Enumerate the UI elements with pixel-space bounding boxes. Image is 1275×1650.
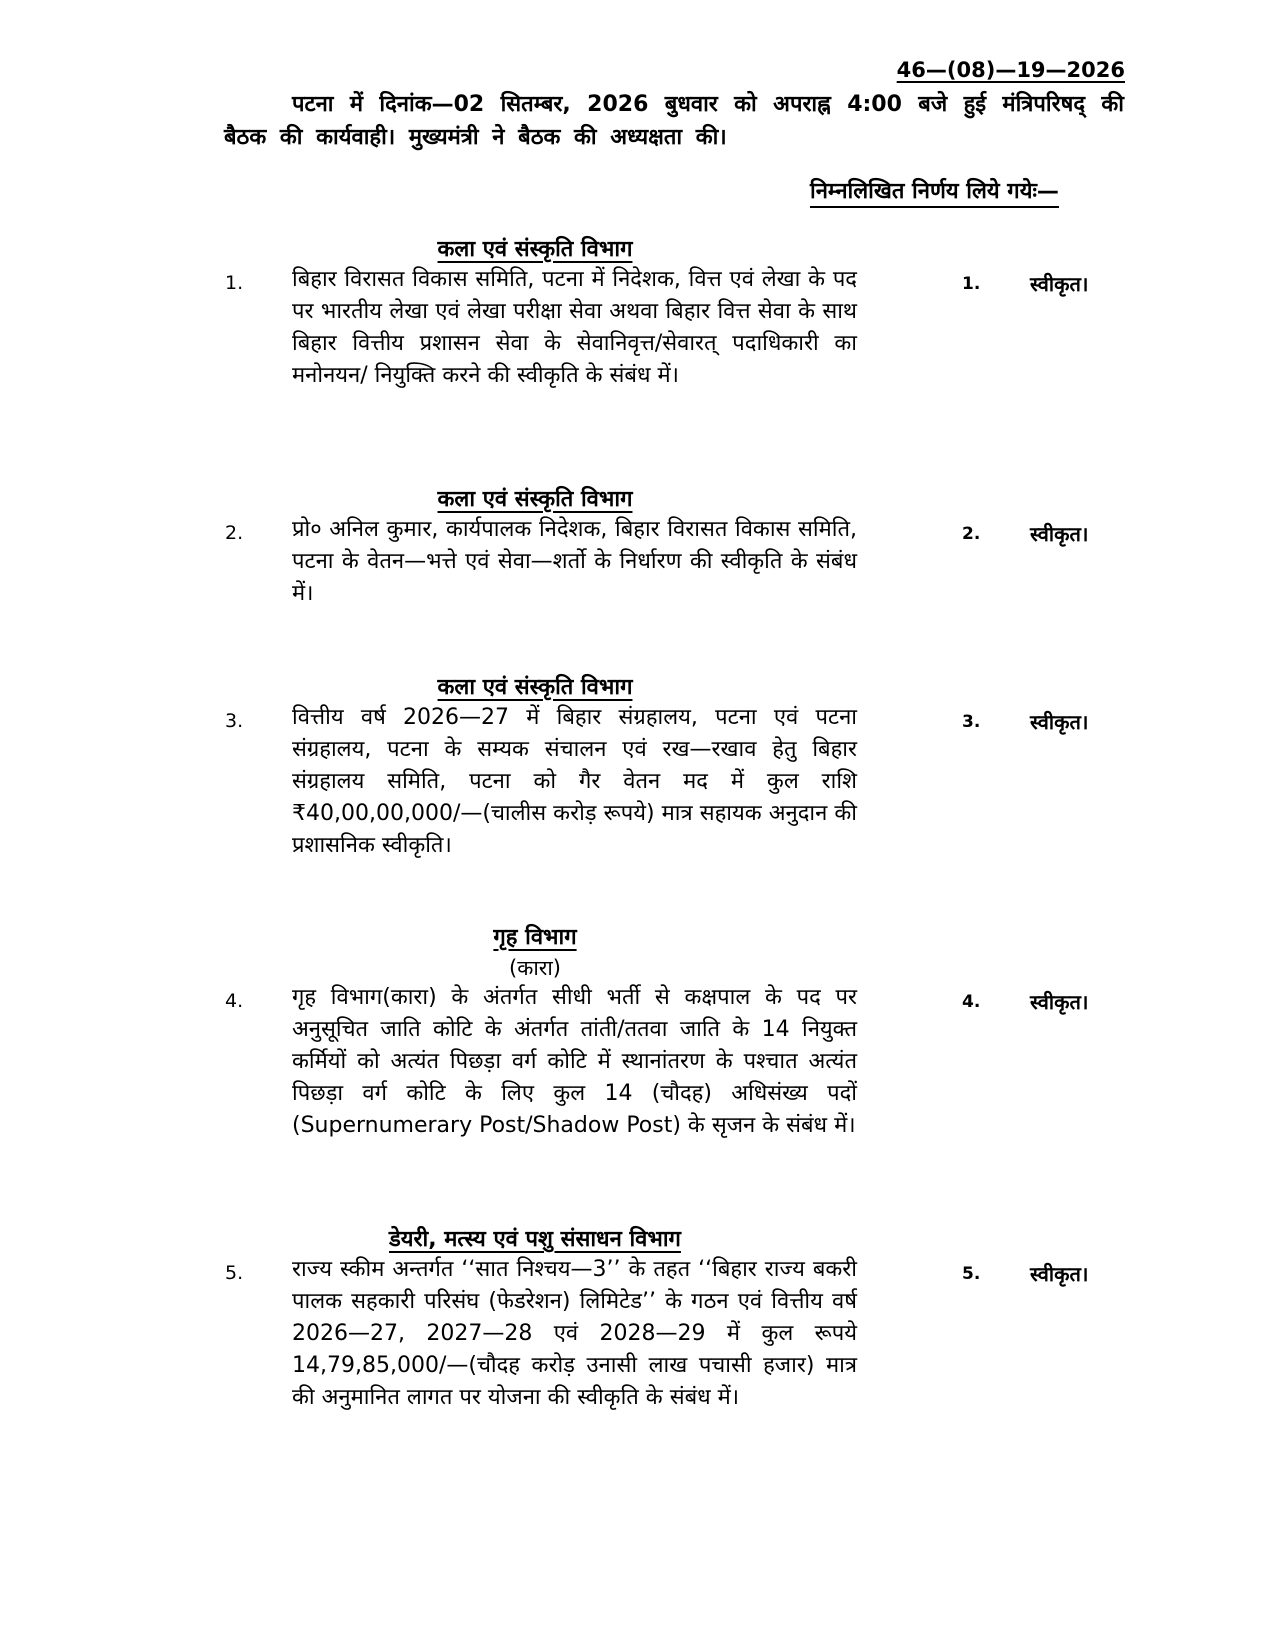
item-4-subdepartment: (कारा) bbox=[509, 956, 561, 980]
item-4-status-number: 4. bbox=[962, 992, 981, 1012]
item-2-department: कला एवं संस्कृति विभाग bbox=[437, 487, 633, 512]
item-3-status: स्वीकृत। bbox=[1030, 710, 1089, 734]
item-4-department: गृह विभाग bbox=[493, 925, 577, 950]
item-2-status: स्वीकृत। bbox=[1030, 522, 1089, 546]
item-3-number: 3. bbox=[225, 710, 244, 732]
item-2-status-number: 2. bbox=[962, 524, 981, 544]
item-3-text: वित्तीय वर्ष 2026—27 में बिहार संग्रहालय, पटना एवं पटना संग्रहालय, पटना के सम्यक संचालन एवं रख—रखाव हेतु बिहार संग्रहालय समिति, पटना को गैर वेतन मद में कुल राशि ₹40,00,00,000/—(चालीस करोड़ रूपये) मात्र सहायक अनुदान की प्रशासनिक स्वीकृति। bbox=[292, 705, 857, 858]
item-5-department: डेयरी, मत्स्य एवं पशु संसाधन विभाग bbox=[389, 1227, 681, 1252]
item-2-text: प्रो० अनिल कुमार, कार्यपालक निदेशक, बिहार विरासत विकास समिति, पटना के वेतन—भत्ते एवं सेवा—शर्तो के निर्धारण की स्वीकृति के संबंध में। bbox=[292, 517, 857, 606]
item-5-status: स्वीकृत। bbox=[1030, 1262, 1089, 1286]
item-4-text: गृह विभाग(कारा) के अंतर्गत सीधी भर्ती से कक्षपाल के पद पर अनुसूचित जाति कोटि के अंतर्गत तांती/ततवा जाति के 14 नियुक्त कर्मियों को अत्यंत पिछड़ा वर्ग कोटि में स्थानांतरण के पश्चात अत्यंत पिछड़ा वर्ग कोटि के लिए कुल 14 (चौदह) अधिसंख्य पदों (Supernumerary Post/Shadow Post) के सृजन के संबंध में। bbox=[292, 985, 857, 1138]
item-3-department: कला एवं संस्कृति विभाग bbox=[437, 675, 633, 700]
item-1-status-number: 1. bbox=[962, 274, 981, 294]
item-5-text: राज्य स्कीम अन्तर्गत ‘‘सात निश्चय—3’’ के तहत ‘‘बिहार राज्य बकरी पालक सहकारी परिसंघ (फेडरेशन) लिमिटेड’’ के गठन एवं वित्तीय वर्ष 2026—27, 2027—28 एवं 2028—29 में कुल रूपये 14,79,85,000/—(चौदह करोड़ उनासी लाख पचासी हजार) मात्र की अनुमानित लागत पर योजना की स्वीकृति के संबंध में। bbox=[292, 1257, 857, 1410]
item-1-text: बिहार विरासत विकास समिति, पटना में निदेशक, वित्त एवं लेखा के पद पर भारतीय लेखा एवं लेखा परीक्षा सेवा अथवा बिहार वित्त सेवा के साथ बिहार वित्तीय प्रशासन सेवा के सेवानिवृत्त/सेवारत् पदाधिकारी का मनोनयन/ नियुक्ति करने की स्वीकृति के संबंध में। bbox=[292, 267, 857, 388]
item-2-number: 2. bbox=[225, 522, 244, 544]
reference-number: 46—(08)—19—2026 bbox=[896, 58, 1125, 82]
item-1-department: कला एवं संस्कृति विभाग bbox=[437, 237, 633, 262]
decisions-heading: निम्नलिखित निर्णय लिये गयेः— bbox=[810, 175, 1059, 208]
item-1-status: स्वीकृत। bbox=[1030, 272, 1089, 296]
item-1-number: 1. bbox=[225, 272, 244, 294]
item-4-number: 4. bbox=[225, 990, 244, 1012]
item-5-status-number: 5. bbox=[962, 1264, 981, 1284]
item-3-status-number: 3. bbox=[962, 712, 981, 732]
item-4-status: स्वीकृत। bbox=[1030, 990, 1089, 1014]
item-5-number: 5. bbox=[225, 1262, 244, 1284]
meeting-intro: पटना में दिनांक—02 सितम्बर, 2026 बुधवार को अपराह्न 4:00 बजे हुई मंत्रिपरिषद् की बैठक की कार्यवाही। मुख्यमंत्री ने बैठक की अध्यक्षता की। bbox=[224, 92, 1124, 150]
